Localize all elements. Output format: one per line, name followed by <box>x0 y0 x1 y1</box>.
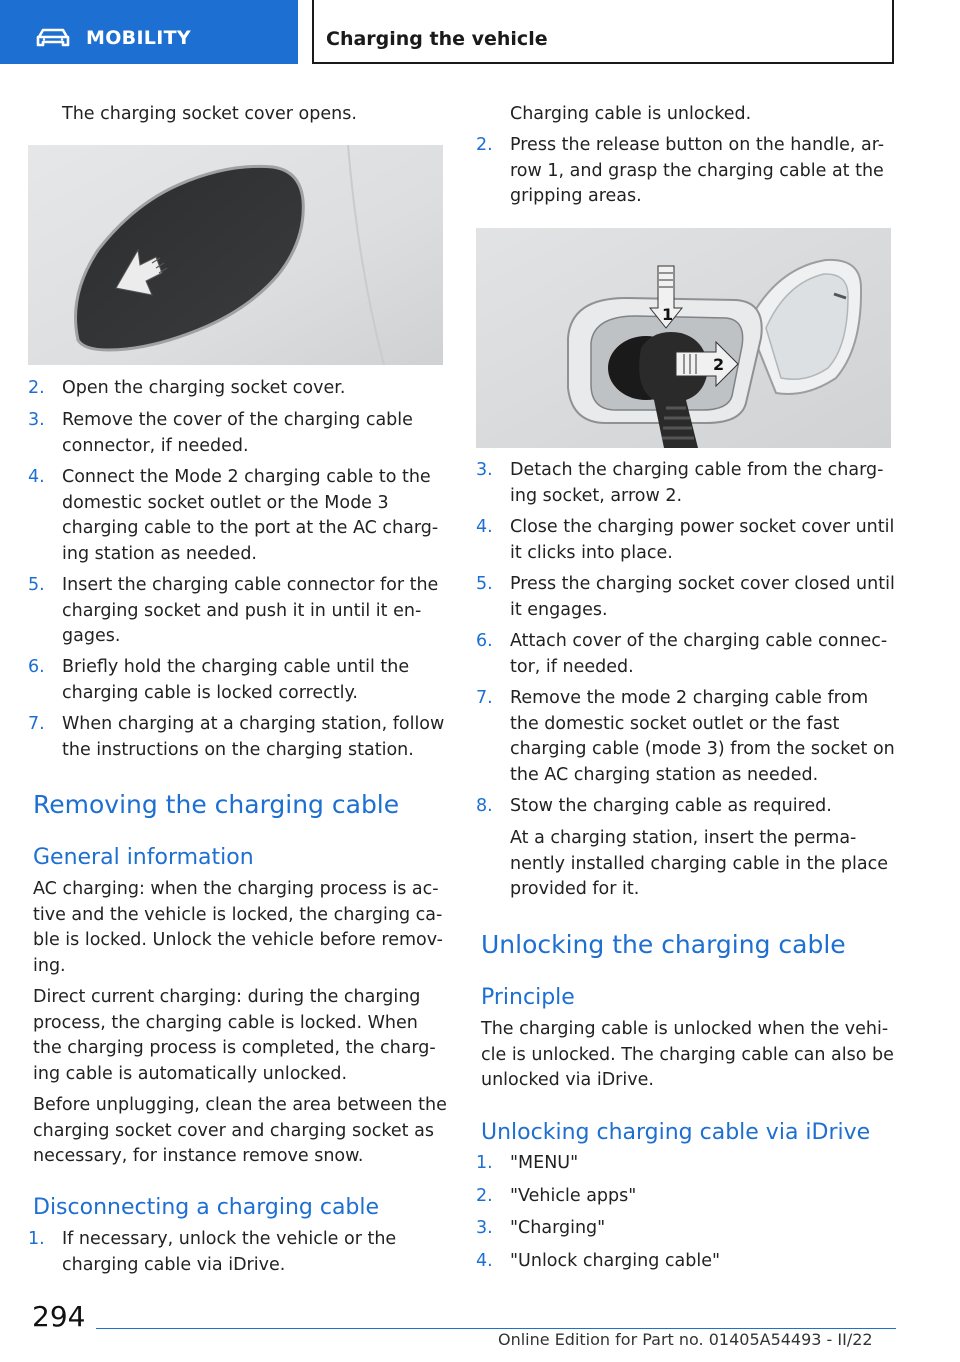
step-number: 4. <box>476 517 493 537</box>
step-number: 5. <box>28 575 45 595</box>
text-line: nently installed charging cable in the place <box>510 853 888 874</box>
step-line: "Vehicle apps" <box>510 1185 637 1206</box>
car-icon <box>36 28 70 48</box>
text-line: necessary, for instance remove snow. <box>33 1146 364 1166</box>
step-text <box>510 515 894 566</box>
heading-removing: Removing the charging cable <box>33 790 400 819</box>
step-number: 2. <box>476 1185 493 1206</box>
step-number: 7. <box>476 688 493 708</box>
step-number: 1. <box>28 1229 45 1249</box>
step-line: charging socket and push it in until it en- <box>62 600 422 621</box>
step-text <box>62 1227 396 1278</box>
text-line: cle is unlocked. The charging cable can also be <box>481 1044 894 1065</box>
heading-idrive: Unlocking charging cable via iDrive <box>481 1120 871 1145</box>
step-line: it clicks into place. <box>510 542 673 563</box>
step-line: charging cable to the port at the AC charg- <box>62 518 439 538</box>
step-line: "Charging" <box>510 1218 606 1238</box>
text-line: provided for it. <box>510 879 640 899</box>
step-text <box>510 1216 605 1242</box>
text-line: unlocked via iDrive. <box>481 1070 654 1090</box>
text-line: process, the charging cable is locked. When <box>33 1012 418 1033</box>
step-text <box>62 655 409 706</box>
heading-general-info: General information <box>33 845 254 870</box>
text-line: ble is locked. Unlock the vehicle before remov- <box>33 930 443 950</box>
step-line: charging cable via iDrive. <box>62 1254 286 1275</box>
text-line: AC charging: when the charging process is ac- <box>33 879 439 899</box>
step-line: Press the charging socket cover closed until <box>510 574 895 594</box>
step-line: gripping areas. <box>510 186 642 206</box>
heading-disconnecting: Disconnecting a charging cable <box>33 1195 380 1220</box>
step-text <box>62 573 438 650</box>
step-number: 2. <box>476 135 493 155</box>
step-number: 8. <box>476 796 493 816</box>
step-text <box>62 465 438 567</box>
continued-text: Charging cable is unlocked. <box>510 104 752 124</box>
step-8-note-text <box>510 826 888 903</box>
step-number: 3. <box>476 460 493 480</box>
step-text <box>62 376 345 402</box>
step-number: 3. <box>476 1218 493 1238</box>
text-line: Before unplugging, clean the area between the <box>33 1095 447 1115</box>
step-text <box>510 794 832 820</box>
step-line: domestic socket outlet or the Mode 3 <box>62 492 389 513</box>
step-line: Remove the cover of the charging cable <box>62 410 413 430</box>
step-text <box>510 1184 636 1210</box>
step-number: 7. <box>28 714 45 734</box>
text-line: ing cable is automatically unlocked. <box>33 1063 348 1084</box>
step-line: ing station as needed. <box>62 543 257 564</box>
step-line: When charging at a charging station, follow <box>62 714 445 734</box>
paragraph-ac-charging <box>33 877 443 979</box>
step-line: Connect the Mode 2 charging cable to the <box>62 467 431 487</box>
figure-cable-release <box>476 228 891 448</box>
step-text <box>510 133 884 210</box>
step-line: "Unlock charging cable" <box>510 1250 721 1271</box>
step-number: 2. <box>28 378 45 398</box>
arrow-1-label: 1 <box>662 305 674 324</box>
step-line: row 1, and grasp the charging cable at the <box>510 160 884 181</box>
step-number: 3. <box>28 410 45 430</box>
page-number: 294 <box>32 1300 86 1333</box>
step-text <box>62 408 413 459</box>
section-label: MOBILITY <box>86 27 191 49</box>
step-text <box>62 712 444 763</box>
step-text <box>510 1249 720 1275</box>
paragraph-dc-charging <box>33 985 436 1087</box>
step-line: ing socket, arrow 2. <box>510 485 683 506</box>
step-line: the AC charging station as needed. <box>510 764 819 785</box>
text-line: The charging cable is unlocked when the vehi- <box>481 1019 889 1039</box>
step-line: Open the charging socket cover. <box>62 378 346 398</box>
step-line: connector, if needed. <box>62 435 249 456</box>
intro-text: The charging socket cover opens. <box>62 104 357 124</box>
step-number: 5. <box>476 574 493 594</box>
text-line: Direct current charging: during the charging <box>33 987 421 1007</box>
step-line: charging cable (mode 3) from the socket on <box>510 739 895 759</box>
step-line: "MENU" <box>510 1153 579 1173</box>
footer-divider <box>96 1328 896 1329</box>
step-number: 1. <box>476 1153 493 1173</box>
step-number: 4. <box>476 1250 493 1271</box>
step-line: Briefly hold the charging cable until the <box>62 657 410 677</box>
text-line: ing. <box>33 955 66 976</box>
heading-unlocking: Unlocking the charging cable <box>481 930 846 959</box>
step-text <box>510 686 895 788</box>
step-number: 4. <box>28 467 45 487</box>
step-line: Insert the charging cable connector for the <box>62 575 439 595</box>
heading-principle: Principle <box>481 985 575 1010</box>
step-text <box>510 458 883 509</box>
step-line: charging cable is locked correctly. <box>62 682 358 703</box>
step-line: it engages. <box>510 599 608 620</box>
step-line: Detach the charging cable from the charg- <box>510 460 884 480</box>
step-text <box>510 629 887 680</box>
page-title: Charging the vehicle <box>326 28 548 50</box>
step-line: Press the release button on the handle, ar- <box>510 135 885 155</box>
step-line: the instructions on the charging station. <box>62 739 414 760</box>
text-line: charging socket cover and charging socket as <box>33 1120 434 1141</box>
text-line: the charging process is completed, the charg- <box>33 1038 436 1058</box>
step-line: Attach cover of the charging cable connec- <box>510 631 888 651</box>
page-header <box>312 0 894 64</box>
step-number: 6. <box>476 631 493 651</box>
paragraph-before-unplugging <box>33 1093 447 1170</box>
step-number: 6. <box>28 657 45 677</box>
text-line: At a charging station, insert the perma- <box>510 828 857 848</box>
section-tab <box>0 0 298 64</box>
step-line: If necessary, unlock the vehicle or the <box>62 1229 397 1249</box>
step-line: the domestic socket outlet or the fast <box>510 713 840 734</box>
principle-paragraph <box>481 1017 894 1094</box>
step-line: Stow the charging cable as required. <box>510 796 832 816</box>
step-text <box>510 572 895 623</box>
step-line: tor, if needed. <box>510 656 634 677</box>
step-line: gages. <box>62 626 121 646</box>
arrow-2-label: 2 <box>713 355 725 374</box>
step-line: Close the charging power socket cover until <box>510 517 895 537</box>
step-text <box>510 1151 578 1177</box>
step-line: Remove the mode 2 charging cable from <box>510 688 869 708</box>
edition-text: Online Edition for Part no. 01405A54493 - II/22 <box>498 1330 873 1349</box>
figure-socket-cover <box>28 145 443 365</box>
text-line: tive and the vehicle is locked, the charging ca- <box>33 904 443 925</box>
